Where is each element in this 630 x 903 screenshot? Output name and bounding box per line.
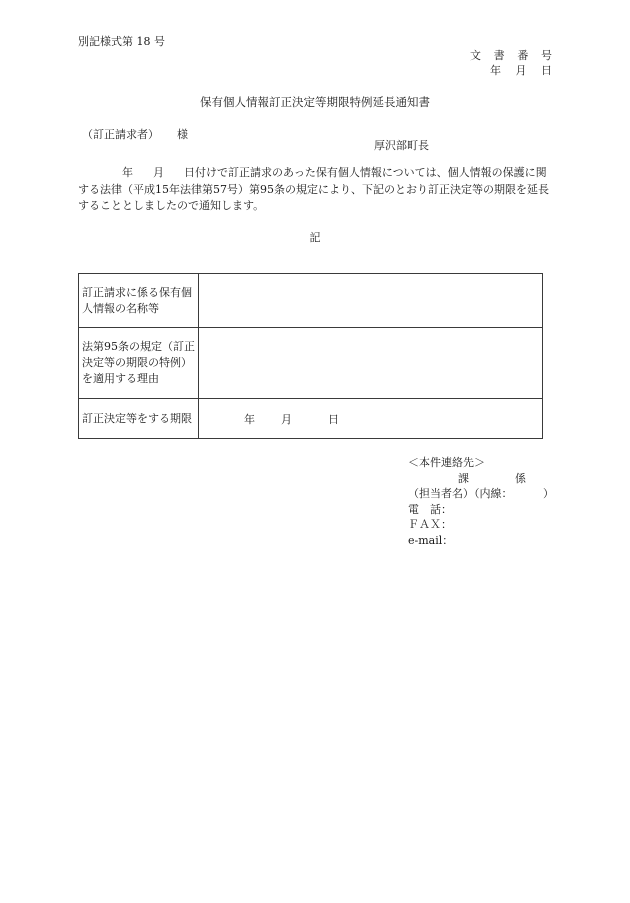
date-year: 年 [490,64,501,77]
deadline-day: 日 [328,412,339,426]
contact-department [408,471,554,487]
ki-heading: 記 [309,231,321,244]
contact-heading: ＜本件連絡先＞ [408,456,485,469]
contact-block [408,455,554,548]
contact-email: e-mail： [408,533,454,547]
deadline-year: 年 [244,412,255,426]
addressee-honorific: 様 [177,128,188,141]
table-row [79,328,543,399]
document-number-char: 書 [493,49,505,62]
date-month: 月 [515,64,527,77]
row-label-deadline: 訂正決定等をする期限 [79,399,199,439]
row-label-info-name: 訂正請求に係る保有個人情報の名称等 [79,274,199,328]
document-date [490,62,552,78]
document-number [470,47,552,63]
row-value-info-name [199,274,543,328]
table-row [79,399,543,439]
row-value-reason [199,328,543,399]
contact-phone: 電 話： [408,502,452,516]
contact-fax: ＦＡＸ： [408,518,452,531]
document-number-char: 番 [517,49,529,62]
body-text: 日付けで訂正請求のあった保有個人情報については、個人情報の保護に関する法律（平成15年法律第57号）第95条の規定により、下記のとおり訂正決定等の期限を延長することとしましたので通知します。 [78,166,549,212]
document-number-char: 号 [540,49,552,62]
row-label-reason: 法第95条の規定（訂正決定等の期限の特例）を適用する理由 [79,328,199,399]
department-ka: 課 [458,471,469,485]
department-kakari: 係 [515,471,526,485]
addressee-label: （訂正請求者） [82,128,159,141]
document-title: 保有個人情報訂正決定等期限特例延長通知書 [200,95,430,109]
sender: 厚沢部町長 [374,139,429,152]
body-paragraph [78,165,554,215]
body-month: 月 [153,166,164,179]
table-row [79,274,543,328]
date-day: 日 [541,64,552,77]
row-value-deadline [199,399,543,439]
contact-person-label: （担当者名）（内線： [408,487,507,500]
form-number: 別記様式第 18 号 [78,35,165,48]
contact-person-close: ） [543,487,554,500]
addressee [82,126,188,142]
document-number-char: 文 [470,49,481,62]
body-year: 年 [122,166,133,179]
deadline-month: 月 [281,412,292,426]
info-table [78,273,543,439]
contact-person [408,486,554,502]
